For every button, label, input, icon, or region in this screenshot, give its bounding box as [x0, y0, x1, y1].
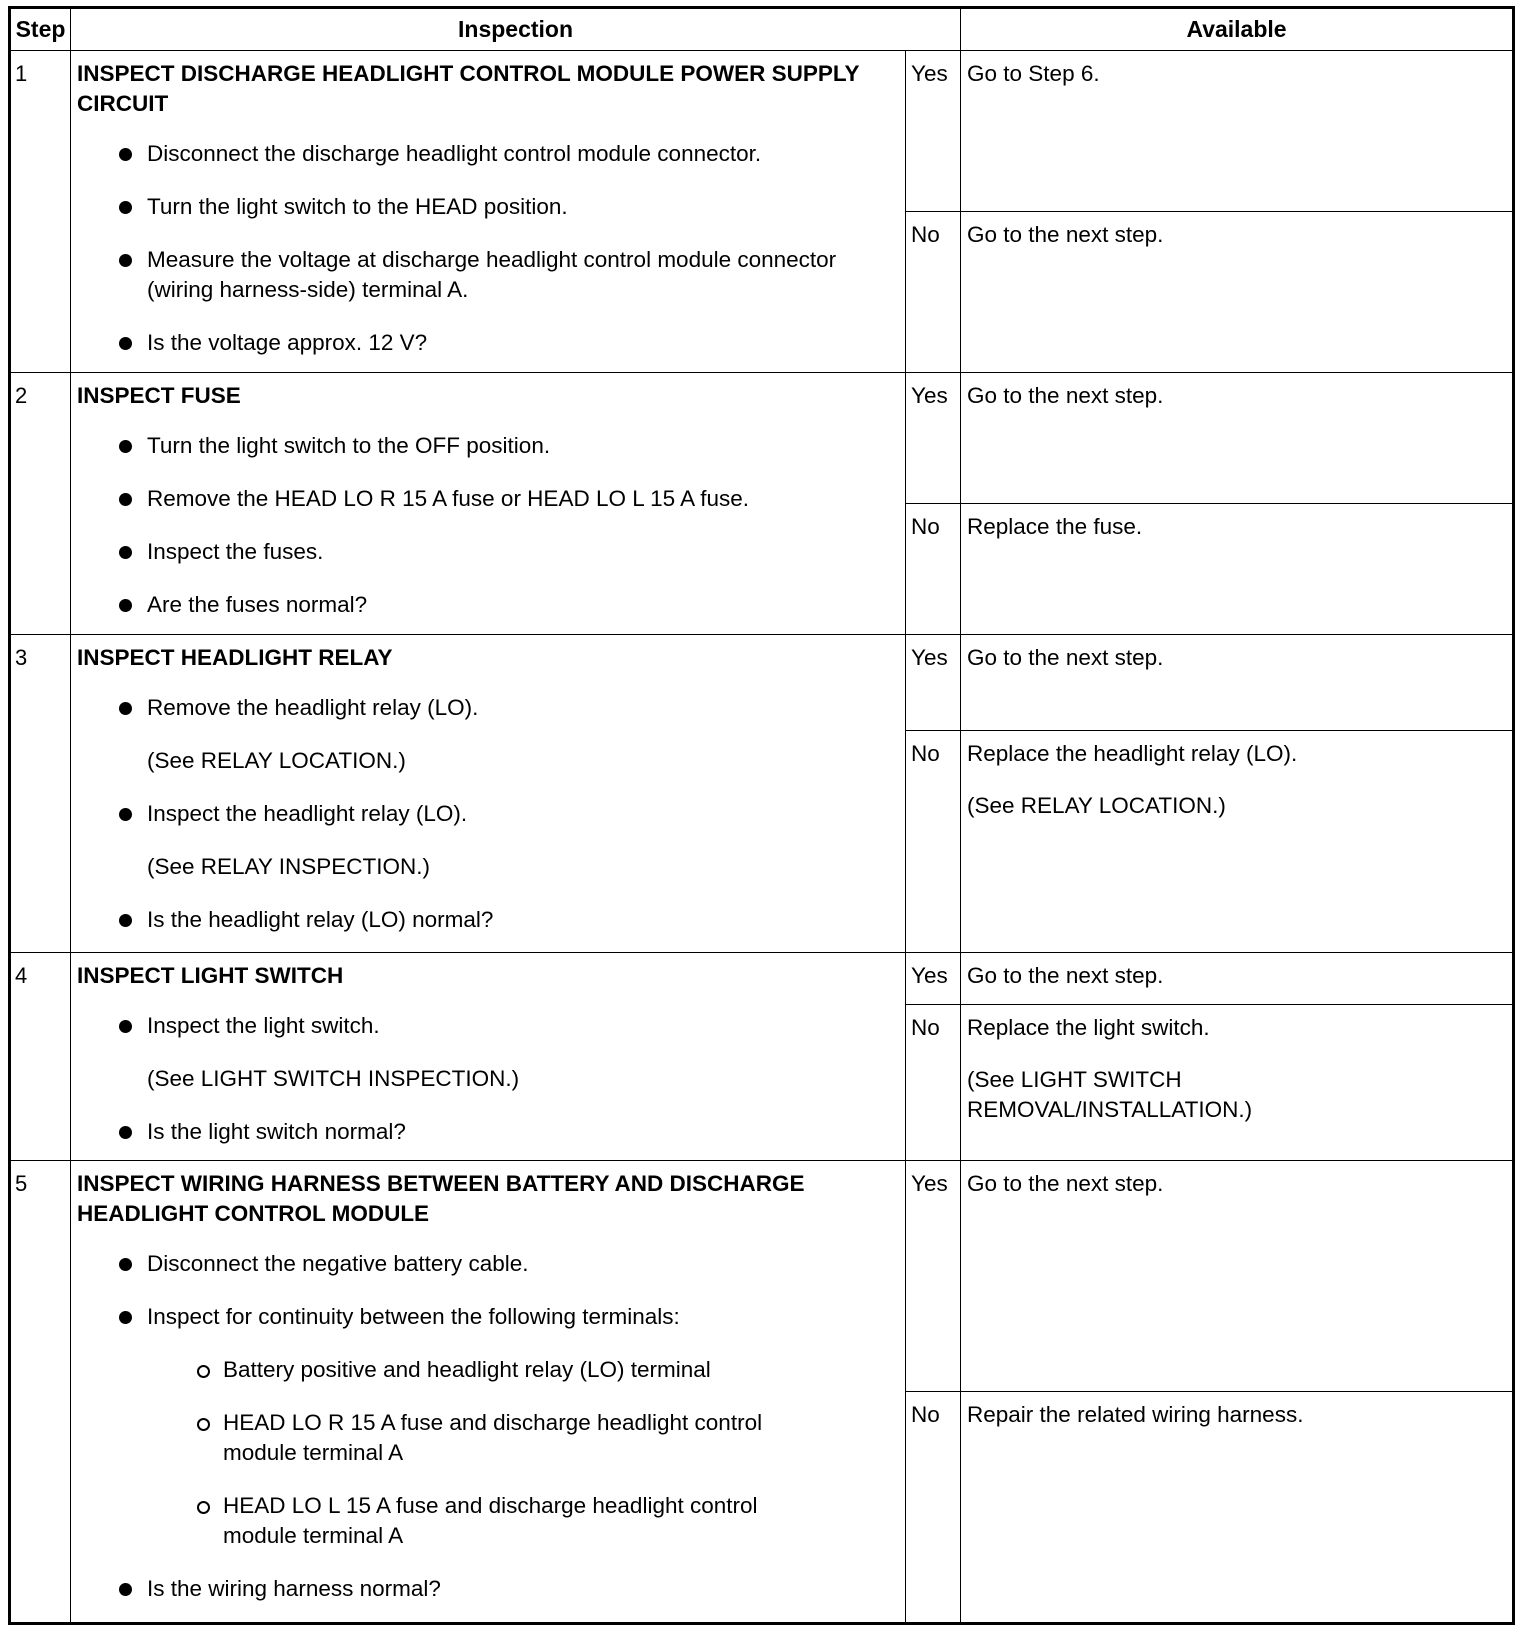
bullet-item: Is the light switch normal?	[77, 1117, 897, 1147]
yes-action: Go to the next step.	[961, 953, 1514, 1005]
no-action: Replace the headlight relay (LO).	[967, 741, 1298, 766]
diagnostic-table	[8, 6, 1515, 1625]
no-action: Replace the fuse.	[961, 504, 1514, 635]
bullet-item: Is the headlight relay (LO) normal?	[77, 905, 897, 935]
step-number: 5	[10, 1161, 71, 1624]
bullet-item: Remove the headlight relay (LO).	[77, 693, 897, 723]
bullet-item: Inspect for continuity between the following terminals:	[77, 1302, 897, 1332]
step-number: 1	[10, 51, 71, 373]
no-label: No	[906, 1392, 961, 1624]
yes-action: Go to the next step.	[961, 635, 1514, 731]
step-row	[10, 953, 1514, 1005]
no-action-cell	[961, 731, 1514, 953]
inspection-cell	[71, 635, 906, 953]
no-action: Replace the light switch.	[967, 1015, 1210, 1040]
step-number: 3	[10, 635, 71, 953]
no-label: No	[906, 1005, 961, 1161]
inspection-cell	[71, 1161, 906, 1624]
note-text: (See LIGHT SWITCH INSPECTION.)	[147, 1066, 520, 1091]
bullet-item: Disconnect the discharge headlight control module connector.	[77, 139, 897, 169]
sub-bullet-item: Battery positive and headlight relay (LO) terminal	[77, 1355, 897, 1385]
no-label: No	[906, 504, 961, 635]
bullet-item: Are the fuses normal?	[77, 590, 897, 620]
no-note: (See RELAY LOCATION.)	[967, 793, 1226, 818]
header-row	[10, 8, 1514, 51]
step-number: 4	[10, 953, 71, 1161]
no-label: No	[906, 212, 961, 373]
no-note: (See LIGHT SWITCH REMOVAL/INSTALLATION.)	[967, 1067, 1253, 1122]
yes-label: Yes	[906, 51, 961, 212]
bullet-item: Measure the voltage at discharge headlight control module connector (wiring harness-side) terminal A.	[77, 245, 897, 305]
bullet-item: Inspect the headlight relay (LO).	[77, 799, 897, 829]
yes-action: Go to the next step.	[961, 1161, 1514, 1392]
step-row	[10, 635, 1514, 731]
yes-label: Yes	[906, 953, 961, 1005]
no-action: Repair the related wiring harness.	[961, 1392, 1514, 1624]
bullet-item: Inspect the fuses.	[77, 537, 897, 567]
step-title: INSPECT WIRING HARNESS BETWEEN BATTERY AND DISCHARGE HEADLIGHT CONTROL MODULE	[77, 1171, 805, 1226]
note-text: (See RELAY LOCATION.)	[147, 748, 406, 773]
sub-bullet-item: HEAD LO L 15 A fuse and discharge headlight control module terminal A	[77, 1491, 897, 1551]
step-number: 2	[10, 373, 71, 635]
step-title: INSPECT LIGHT SWITCH	[77, 963, 344, 988]
no-label: No	[906, 731, 961, 953]
bullet-item: Is the voltage approx. 12 V?	[77, 328, 897, 358]
inspection-cell	[71, 373, 906, 635]
sub-bullet-item: HEAD LO R 15 A fuse and discharge headlight control module terminal A	[77, 1408, 897, 1468]
no-action-cell	[961, 1005, 1514, 1161]
inspection-cell	[71, 953, 906, 1161]
yes-action: Go to the next step.	[961, 373, 1514, 504]
note-text: (See RELAY INSPECTION.)	[147, 854, 430, 879]
header-inspection: Inspection	[71, 8, 961, 51]
yes-action: Go to Step 6.	[961, 51, 1514, 212]
step-row	[10, 373, 1514, 504]
no-action: Go to the next step.	[961, 212, 1514, 373]
yes-label: Yes	[906, 1161, 961, 1392]
yes-label: Yes	[906, 373, 961, 504]
bullet-item: Remove the HEAD LO R 15 A fuse or HEAD LO L 15 A fuse.	[77, 484, 897, 514]
step-row	[10, 51, 1514, 212]
bullet-item: Is the wiring harness normal?	[77, 1574, 897, 1604]
step-title: INSPECT DISCHARGE HEADLIGHT CONTROL MODULE POWER SUPPLY CIRCUIT	[77, 61, 860, 116]
inspection-cell	[71, 51, 906, 373]
bullet-item: Inspect the light switch.	[77, 1011, 897, 1041]
step-title: INSPECT HEADLIGHT RELAY	[77, 645, 393, 670]
header-step: Step	[10, 8, 71, 51]
header-available: Available	[961, 8, 1514, 51]
yes-label: Yes	[906, 635, 961, 731]
bullet-item: Turn the light switch to the HEAD position.	[77, 192, 897, 222]
step-row	[10, 1161, 1514, 1392]
bullet-item: Disconnect the negative battery cable.	[77, 1249, 897, 1279]
step-title: INSPECT FUSE	[77, 383, 241, 408]
bullet-item: Turn the light switch to the OFF position.	[77, 431, 897, 461]
